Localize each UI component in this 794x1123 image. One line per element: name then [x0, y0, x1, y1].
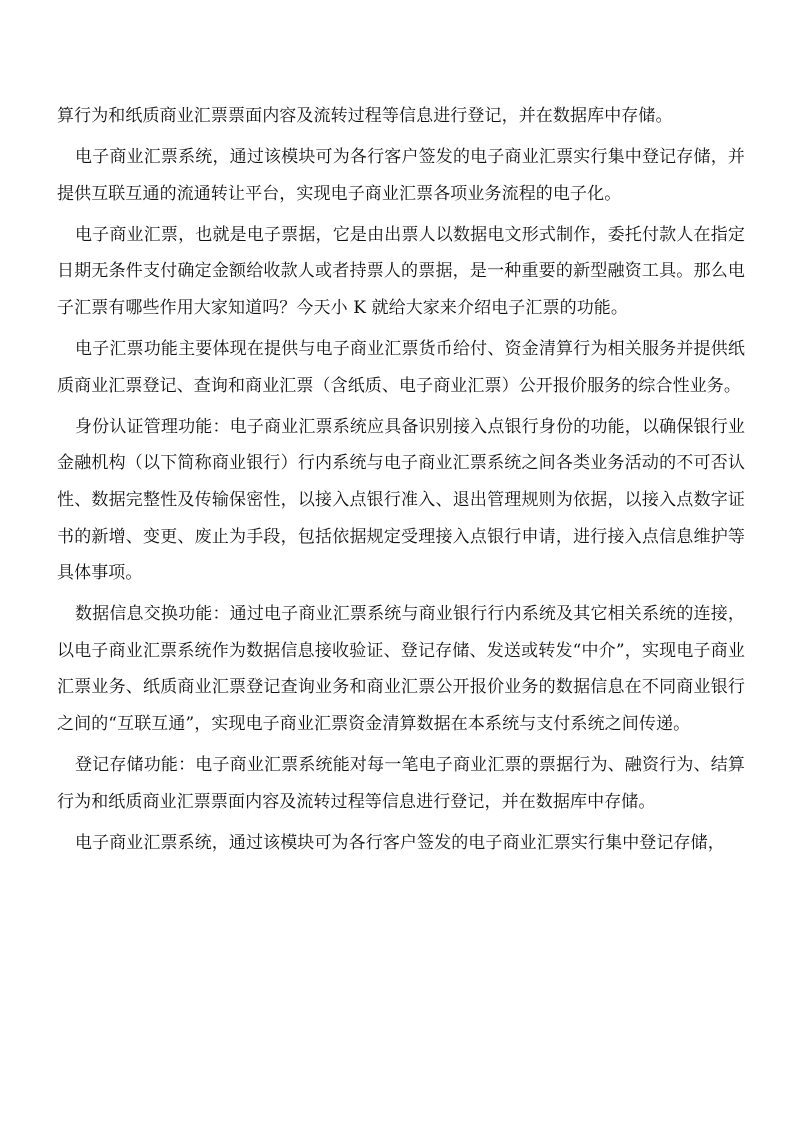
paragraph-e-draft-functions: 电子汇票功能主要体现在提供与电子商业汇票货币给付、资金清算行为相关服务并提供纸质商业汇票登记、查询和商业汇票（含纸质、电子商业汇票）公开报价服务的综合性业务。 [57, 339, 745, 396]
paragraph-identity-authentication: 身份认证管理功能：电子商业汇票系统应具备识别接入点银行身份的功能，以确保银行业金融机构（以下简称商业银行）行内系统与电子商业汇票系统之间各类业务活动的不可否认性、数据完整性及传输保密性，以接入点银行准入、退出管理规则为依据，以接入点数字证书的新增、变更、废止为手段，包括依据规定受理接入点银行申请，进行接入点信息维护等具体事项。 [57, 416, 745, 584]
paragraph-ecds-system-repeat: 电子商业汇票系统，通过该模块可为各行客户签发的电子商业汇票实行集中登记存储， [75, 832, 725, 853]
paragraph-registration-storage: 登记存储功能：电子商业汇票系统能对每一笔电子商业汇票的票据行为、融资行为、结算行为和纸质商业汇票票面内容及流转过程等信息进行登记，并在数据库中存储。 [57, 755, 745, 812]
paragraph-e-draft-definition: 电子商业汇票，也就是电子票据，它是由出票人以数据电文形式制作，委托付款人在指定日期无条件支付确定金额给收款人或者持票人的票据，是一种重要的新型融资工具。那么电子汇票有哪些作用大家知道吗？今天小 K 就给大家来介绍电子汇票的功能。 [57, 224, 745, 318]
document-body [57, 98, 745, 866]
paragraph-data-exchange: 数据信息交换功能：通过电子商业汇票系统与商业银行行内系统及其它相关系统的连接，以电子商业汇票系统作为数据信息接收验证、登记存储、发送或转发“中介”，实现电子商业汇票业务、纸质商业汇票登记查询业务和商业汇票公开报价业务的数据信息在不同商业银行之间的“互联互通”，实现电子商业汇票资金清算数据在本系统与支付系统之间传递。 [57, 604, 745, 734]
paragraph-ecds-system: 电子商业汇票系统，通过该模块可为各行客户签发的电子商业汇票实行集中登记存储，并提供互联互通的流通转让平台，实现电子商业汇票各项业务流程的电子化。 [57, 147, 745, 204]
paragraph-continuation: 算行为和纸质商业汇票票面内容及流转过程等信息进行登记，并在数据库中存储。 [57, 106, 673, 126]
